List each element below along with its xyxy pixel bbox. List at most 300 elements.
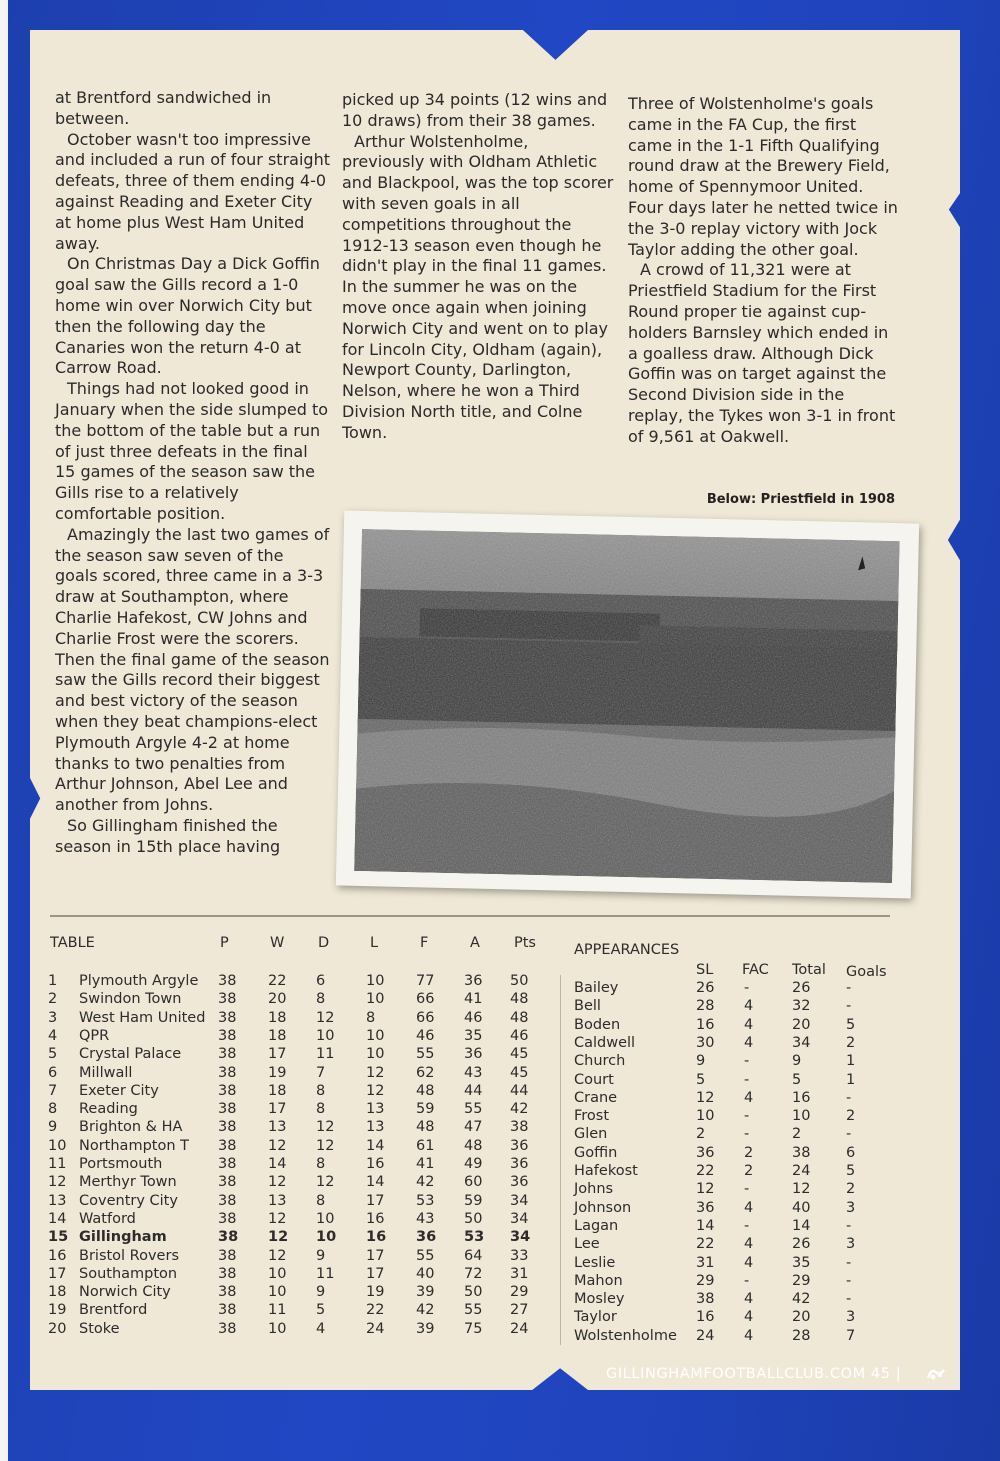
appearance-cell-sl: 12 [696, 1181, 715, 1198]
league-row [48, 1266, 548, 1284]
appearance-cell-total: 5 [792, 1071, 802, 1088]
league-cell-drawn: 10 [316, 1210, 335, 1227]
page-edge [0, 0, 8, 1461]
league-cell-lost: 14 [366, 1174, 385, 1191]
priestfield-photo [354, 529, 900, 883]
league-cell-played: 38 [218, 1046, 237, 1063]
appearance-cell-sl: 16 [696, 1016, 715, 1033]
stadium-photo-image [354, 529, 900, 883]
appearance-cell-sl: 12 [696, 1089, 715, 1106]
league-row [48, 1065, 548, 1083]
appearance-cell-sl: 22 [696, 1236, 715, 1253]
appearance-row [570, 1291, 900, 1309]
header-p: P [220, 935, 229, 951]
league-cell-pos: 17 [48, 1265, 67, 1282]
league-row [48, 1193, 548, 1211]
appearance-cell-player: Lagan [574, 1217, 619, 1234]
league-cell-points: 42 [510, 1101, 529, 1118]
appearance-cell-fac: 4 [744, 1291, 754, 1308]
appearance-cell-fac: - [744, 1071, 750, 1088]
header-a: A [470, 935, 480, 951]
league-cell-against: 36 [464, 1046, 483, 1063]
header-goals: Goals [846, 964, 887, 980]
league-cell-for: 39 [416, 1284, 435, 1301]
league-cell-lost: 17 [366, 1247, 385, 1264]
league-cell-played: 38 [218, 1247, 237, 1264]
league-cell-pos: 2 [48, 991, 58, 1008]
appearance-cell-goals: - [846, 1272, 852, 1289]
league-cell-pos: 12 [48, 1174, 67, 1191]
league-cell-lost: 8 [366, 1009, 376, 1026]
appearance-cell-goals: - [846, 998, 852, 1015]
header-l: L [370, 935, 379, 951]
col1-para-1: at Brentford sandwiched in between. [55, 88, 272, 128]
league-cell-for: 39 [416, 1320, 435, 1337]
league-cell-won: 22 [268, 973, 287, 989]
league-cell-drawn: 9 [316, 1284, 326, 1301]
league-cell-drawn: 4 [316, 1320, 326, 1337]
league-cell-pos: 7 [48, 1082, 58, 1099]
league-row [48, 1010, 548, 1028]
league-cell-pos: 3 [48, 1009, 58, 1026]
league-cell-won: 14 [268, 1156, 287, 1172]
league-cell-team: Gillingham [79, 1229, 167, 1246]
league-row [48, 1028, 548, 1046]
league-cell-team: Plymouth Argyle [79, 973, 199, 989]
col1-para-4: Things had not looked good in January when the side slumped to the bottom of the table but a run of just three defeats in the final 15 games of the season saw the Gills rise to a relatively comfortable position. [55, 379, 329, 523]
appearance-row [570, 1053, 900, 1071]
league-cell-points: 33 [510, 1247, 529, 1264]
league-cell-points: 31 [510, 1265, 529, 1282]
league-cell-team: Watford [79, 1210, 136, 1227]
header-total: Total [792, 962, 826, 978]
league-cell-played: 38 [218, 1064, 237, 1081]
league-cell-lost: 10 [366, 1027, 385, 1044]
league-cell-won: 12 [268, 1210, 287, 1227]
league-cell-played: 38 [218, 1156, 237, 1172]
league-cell-against: 59 [464, 1192, 483, 1209]
appearances-title: APPEARANCES [574, 942, 680, 958]
appearance-cell-sl: 30 [696, 1034, 715, 1051]
league-cell-lost: 10 [366, 1046, 385, 1063]
league-cell-played: 38 [218, 1027, 237, 1044]
league-cell-won: 10 [268, 1284, 287, 1301]
appearance-cell-goals: 2 [846, 1181, 856, 1198]
league-cell-lost: 14 [366, 1137, 385, 1154]
col1-para-6: So Gillingham finished the season in 15th place having [55, 815, 281, 856]
league-row [48, 1101, 548, 1119]
appearance-cell-fac: 4 [744, 998, 754, 1015]
league-cell-team: West Ham United [79, 1009, 206, 1026]
appearance-cell-fac: - [744, 1181, 750, 1198]
league-cell-played: 38 [218, 1174, 237, 1191]
league-cell-for: 42 [416, 1174, 435, 1191]
club-logo-icon [925, 1364, 947, 1384]
league-cell-lost: 22 [366, 1302, 385, 1319]
league-cell-played: 38 [218, 1082, 237, 1099]
appearance-cell-goals: - [846, 1089, 852, 1106]
header-sl: SL [696, 962, 714, 978]
league-cell-lost: 12 [366, 1082, 385, 1099]
league-cell-against: 44 [464, 1082, 483, 1099]
appearance-cell-total: 10 [792, 1108, 811, 1125]
league-cell-team: Merthyr Town [79, 1174, 177, 1191]
league-cell-against: 35 [464, 1027, 483, 1044]
appearance-cell-player: Boden [574, 1016, 621, 1033]
league-cell-for: 59 [416, 1101, 435, 1118]
appearance-cell-goals: 3 [846, 1236, 856, 1253]
appearance-row [570, 1200, 900, 1218]
appearance-cell-goals: - [846, 1291, 852, 1308]
appearance-row [570, 1181, 900, 1199]
league-cell-against: 50 [464, 1284, 483, 1301]
league-cell-lost: 10 [366, 973, 385, 989]
appearance-cell-goals: 1 [846, 1071, 856, 1088]
appearance-cell-fac: - [744, 1272, 750, 1289]
league-row [48, 1046, 548, 1064]
league-cell-lost: 16 [366, 1229, 387, 1246]
appearance-cell-fac: 4 [744, 1199, 754, 1216]
appearance-cell-sl: 31 [696, 1254, 715, 1271]
league-cell-for: 62 [416, 1064, 435, 1081]
league-cell-won: 13 [268, 1119, 287, 1136]
appearance-cell-player: Court [574, 1071, 614, 1088]
league-cell-team: Bristol Rovers [79, 1247, 179, 1264]
league-cell-team: Crystal Palace [79, 1046, 182, 1063]
league-cell-won: 17 [268, 1046, 287, 1063]
header-f: F [420, 935, 429, 951]
appearance-cell-fac: 2 [744, 1163, 754, 1179]
league-row [48, 973, 548, 991]
league-cell-points: 45 [510, 1046, 529, 1063]
appearance-cell-sl: 38 [696, 1291, 715, 1308]
footer-website: GILLINGHAMFOOTBALLCLUB.COM 45 | [606, 1366, 902, 1382]
league-cell-played: 38 [218, 1210, 237, 1227]
league-cell-played: 38 [218, 1101, 237, 1118]
league-cell-points: 34 [510, 1229, 531, 1246]
league-cell-points: 46 [510, 1027, 529, 1044]
appearance-cell-sl: 5 [696, 1071, 706, 1088]
appearance-cell-player: Mahon [574, 1272, 623, 1289]
league-cell-points: 24 [510, 1320, 529, 1337]
appearance-cell-total: 14 [792, 1217, 811, 1234]
article-column-3 [628, 94, 900, 448]
league-cell-played: 38 [218, 1320, 237, 1337]
appearance-cell-total: 24 [792, 1163, 811, 1179]
appearance-cell-player: Crane [574, 1089, 618, 1106]
league-cell-points: 36 [510, 1174, 529, 1191]
photo-frame [336, 511, 919, 899]
league-cell-for: 55 [416, 1247, 435, 1264]
appearance-cell-goals: 5 [846, 1016, 856, 1033]
league-row [48, 1083, 548, 1101]
appearance-cell-total: 20 [792, 1016, 811, 1033]
appearance-cell-sl: 10 [696, 1108, 715, 1125]
appearance-row [570, 998, 900, 1016]
appearance-cell-goals: 2 [846, 1034, 856, 1051]
appearance-cell-total: 9 [792, 1053, 802, 1070]
league-row [48, 1321, 548, 1339]
league-cell-pos: 14 [48, 1210, 67, 1227]
appearance-row [570, 1126, 900, 1144]
appearance-cell-fac: 4 [744, 1236, 754, 1253]
league-cell-played: 38 [218, 1137, 237, 1154]
league-cell-won: 19 [268, 1064, 287, 1081]
appearance-cell-total: 26 [792, 1236, 811, 1253]
league-cell-for: 48 [416, 1119, 435, 1136]
league-cell-against: 46 [464, 1009, 483, 1026]
league-cell-won: 12 [268, 1137, 287, 1154]
appearance-cell-player: Hafekost [574, 1163, 638, 1179]
appearance-cell-fac: - [744, 1053, 750, 1070]
league-cell-won: 18 [268, 1027, 287, 1044]
league-cell-against: 36 [464, 973, 483, 989]
league-cell-won: 13 [268, 1192, 287, 1209]
league-cell-won: 17 [268, 1101, 287, 1118]
appearance-cell-player: Caldwell [574, 1034, 636, 1051]
appearance-cell-total: 28 [792, 1327, 811, 1344]
league-cell-against: 50 [464, 1210, 483, 1227]
league-cell-pos: 6 [48, 1064, 58, 1081]
league-cell-drawn: 5 [316, 1302, 326, 1319]
league-cell-pos: 9 [48, 1119, 58, 1136]
league-cell-for: 40 [416, 1265, 435, 1282]
league-cell-against: 64 [464, 1247, 483, 1264]
league-cell-pos: 18 [48, 1284, 67, 1301]
league-cell-won: 10 [268, 1320, 287, 1337]
league-cell-lost: 19 [366, 1284, 385, 1301]
league-cell-team: Northampton T [79, 1137, 189, 1154]
league-cell-team: Norwich City [79, 1284, 171, 1301]
league-cell-points: 36 [510, 1137, 529, 1154]
league-cell-drawn: 12 [316, 1137, 335, 1154]
league-cell-drawn: 6 [316, 973, 326, 989]
header-d: D [318, 935, 330, 951]
league-cell-points: 36 [510, 1156, 529, 1172]
league-cell-played: 38 [218, 1265, 237, 1282]
appearance-cell-player: Frost [574, 1108, 610, 1125]
appearance-cell-total: 12 [792, 1181, 811, 1198]
league-cell-for: 43 [416, 1210, 435, 1227]
league-cell-pos: 19 [48, 1302, 67, 1319]
league-cell-pos: 13 [48, 1192, 67, 1209]
league-cell-drawn: 8 [316, 1101, 326, 1118]
appearance-cell-sl: 14 [696, 1217, 715, 1234]
appearance-cell-total: 26 [792, 980, 811, 996]
league-cell-pos: 5 [48, 1046, 58, 1063]
league-cell-for: 55 [416, 1046, 435, 1063]
league-cell-against: 75 [464, 1320, 483, 1337]
appearance-cell-total: 2 [792, 1126, 802, 1143]
league-row [48, 991, 548, 1009]
appearance-row [570, 1108, 900, 1126]
article-column-1 [55, 88, 330, 857]
appearance-cell-sl: 36 [696, 1199, 715, 1216]
appearance-row [570, 1328, 900, 1346]
league-cell-lost: 24 [366, 1320, 385, 1337]
league-cell-team: Reading [79, 1101, 138, 1118]
league-cell-points: 45 [510, 1064, 529, 1081]
appearance-row [570, 1309, 900, 1327]
league-cell-won: 12 [268, 1247, 287, 1264]
appearance-cell-player: Bailey [574, 980, 619, 996]
league-cell-played: 38 [218, 1229, 239, 1246]
league-cell-pos: 11 [48, 1156, 67, 1172]
appearance-row [570, 1236, 900, 1254]
league-row [48, 1174, 548, 1192]
league-cell-points: 34 [510, 1192, 529, 1209]
appearance-cell-total: 34 [792, 1034, 811, 1051]
league-cell-won: 20 [268, 991, 287, 1008]
appearance-cell-sl: 2 [696, 1126, 706, 1143]
league-cell-drawn: 8 [316, 1082, 326, 1099]
league-cell-lost: 13 [366, 1101, 385, 1118]
league-cell-against: 48 [464, 1137, 483, 1154]
league-cell-lost: 10 [366, 991, 385, 1008]
appearance-cell-sl: 24 [696, 1327, 715, 1344]
league-cell-lost: 12 [366, 1064, 385, 1081]
appearance-cell-goals: 6 [846, 1144, 856, 1161]
appearance-cell-sl: 16 [696, 1309, 715, 1326]
appearance-cell-player: Johns [574, 1181, 614, 1198]
league-cell-points: 48 [510, 991, 529, 1008]
appearance-cell-goals: 3 [846, 1199, 856, 1216]
appearance-cell-goals: 7 [846, 1327, 856, 1344]
league-cell-played: 38 [218, 1302, 237, 1319]
appearance-cell-goals: - [846, 980, 852, 996]
appearance-cell-player: Mosley [574, 1291, 625, 1308]
header-fac: FAC [742, 962, 769, 978]
league-cell-drawn: 10 [316, 1229, 337, 1246]
league-cell-against: 72 [464, 1265, 483, 1282]
league-cell-drawn: 8 [316, 1192, 326, 1209]
league-cell-pos: 4 [48, 1027, 58, 1044]
league-row [48, 1138, 548, 1156]
appearance-cell-player: Church [574, 1053, 626, 1070]
league-cell-points: 38 [510, 1119, 529, 1136]
appearance-row [570, 1072, 900, 1090]
league-cell-team: Coventry City [79, 1192, 178, 1209]
col2-para-2: Arthur Wolstenholme, previously with Oldham Athletic and Blackpool, was the top scorer with seven goals in all competitions throughout the 1912-13 season even though he didn't play in the final 11 games. In the summer he was on the move once again when joining Norwich City and went on to play for Lincoln City, Oldham (again), Newport County, Darlington, Nelson, where he won a Third Division North title, and Colne Town. [342, 131, 614, 442]
league-cell-for: 66 [416, 1009, 435, 1026]
league-cell-points: 27 [510, 1302, 529, 1319]
appearance-cell-fac: 4 [744, 1254, 754, 1271]
appearance-cell-sl: 29 [696, 1272, 715, 1289]
appearance-cell-player: Wolstenholme [574, 1327, 677, 1344]
photo-caption: Below: Priestfield in 1908 [706, 492, 895, 507]
appearance-cell-goals: - [846, 1254, 852, 1271]
appearance-cell-goals: 1 [846, 1053, 856, 1070]
appearance-cell-fac: 4 [744, 1327, 754, 1344]
appearance-cell-player: Leslie [574, 1254, 616, 1271]
league-cell-pos: 20 [48, 1320, 67, 1337]
league-cell-points: 44 [510, 1082, 529, 1099]
league-cell-drawn: 8 [316, 1156, 326, 1172]
league-cell-lost: 16 [366, 1210, 385, 1227]
appearance-cell-fac: - [744, 1108, 750, 1125]
league-cell-pos: 16 [48, 1247, 67, 1264]
league-cell-won: 12 [268, 1174, 287, 1191]
league-cell-for: 48 [416, 1082, 435, 1099]
league-cell-for: 77 [416, 973, 435, 989]
league-cell-won: 11 [268, 1302, 287, 1319]
appearance-cell-total: 32 [792, 998, 811, 1015]
appearance-cell-goals: 5 [846, 1163, 856, 1179]
appearance-row [570, 1273, 900, 1291]
league-cell-lost: 16 [366, 1156, 385, 1172]
col1-para-2: October wasn't too impressive and included a run of four straight defeats, three of them ending 4-0 against Reading and Exeter City at home plus West Ham United away. [55, 129, 330, 253]
appearance-cell-total: 40 [792, 1199, 811, 1216]
league-cell-for: 53 [416, 1192, 435, 1209]
league-cell-played: 38 [218, 1284, 237, 1301]
appearance-cell-fac: - [744, 980, 750, 996]
appearance-cell-total: 35 [792, 1254, 811, 1271]
appearance-cell-goals: - [846, 1217, 852, 1234]
appearance-cell-sl: 36 [696, 1144, 715, 1161]
appearance-cell-goals: 3 [846, 1309, 856, 1326]
league-cell-against: 47 [464, 1119, 483, 1136]
table-separator [560, 975, 561, 1345]
league-cell-drawn: 12 [316, 1009, 335, 1026]
league-cell-won: 10 [268, 1265, 287, 1282]
league-cell-for: 36 [416, 1229, 437, 1246]
appearance-row [570, 1017, 900, 1035]
league-cell-played: 38 [218, 1009, 237, 1026]
appearance-cell-total: 16 [792, 1089, 811, 1106]
league-cell-team: Millwall [79, 1064, 133, 1081]
league-cell-pos: 1 [48, 973, 58, 989]
league-row [48, 1302, 548, 1320]
appearance-cell-sl: 9 [696, 1053, 706, 1070]
appearance-cell-player: Glen [574, 1126, 608, 1143]
league-cell-team: Brighton & HA [79, 1119, 183, 1136]
appearance-cell-total: 20 [792, 1309, 811, 1326]
league-cell-for: 41 [416, 1156, 435, 1172]
league-cell-for: 66 [416, 991, 435, 1008]
league-cell-played: 38 [218, 991, 237, 1008]
league-cell-lost: 17 [366, 1265, 385, 1282]
league-cell-drawn: 9 [316, 1247, 326, 1264]
appearance-cell-fac: 2 [744, 1144, 754, 1161]
appearance-row [570, 1035, 900, 1053]
appearance-cell-player: Johnson [574, 1199, 632, 1216]
league-cell-lost: 17 [366, 1192, 385, 1209]
appearance-row [570, 1145, 900, 1163]
appearance-cell-player: Taylor [574, 1309, 617, 1326]
appearance-cell-player: Lee [574, 1236, 600, 1253]
league-cell-won: 12 [268, 1229, 289, 1246]
appearance-row [570, 980, 900, 998]
league-cell-played: 38 [218, 1192, 237, 1209]
league-row [48, 1284, 548, 1302]
appearance-cell-goals: 2 [846, 1108, 856, 1125]
appearance-cell-fac: 4 [744, 1089, 754, 1106]
league-cell-against: 60 [464, 1174, 483, 1191]
league-cell-for: 42 [416, 1302, 435, 1319]
appearance-cell-goals: - [846, 1126, 852, 1143]
league-cell-played: 38 [218, 1119, 237, 1136]
header-w: W [270, 935, 285, 951]
appearance-cell-fac: 4 [744, 1016, 754, 1033]
league-cell-drawn: 8 [316, 991, 326, 1008]
league-cell-team: Southampton [79, 1265, 178, 1282]
article-column-2 [342, 90, 614, 444]
league-cell-team: Swindon Town [79, 991, 182, 1008]
league-cell-for: 46 [416, 1027, 435, 1044]
league-cell-points: 48 [510, 1009, 529, 1026]
appearance-cell-fac: - [744, 1217, 750, 1234]
col3-para-1: Three of Wolstenholme's goals came in the FA Cup, the first came in the 1-1 Fifth Qualifying round draw at the Brewery Field, home of Spennymoor United. Four days later he netted twice in the 3-0 replay victory with Jock Taylor adding the other goal. [628, 94, 898, 259]
